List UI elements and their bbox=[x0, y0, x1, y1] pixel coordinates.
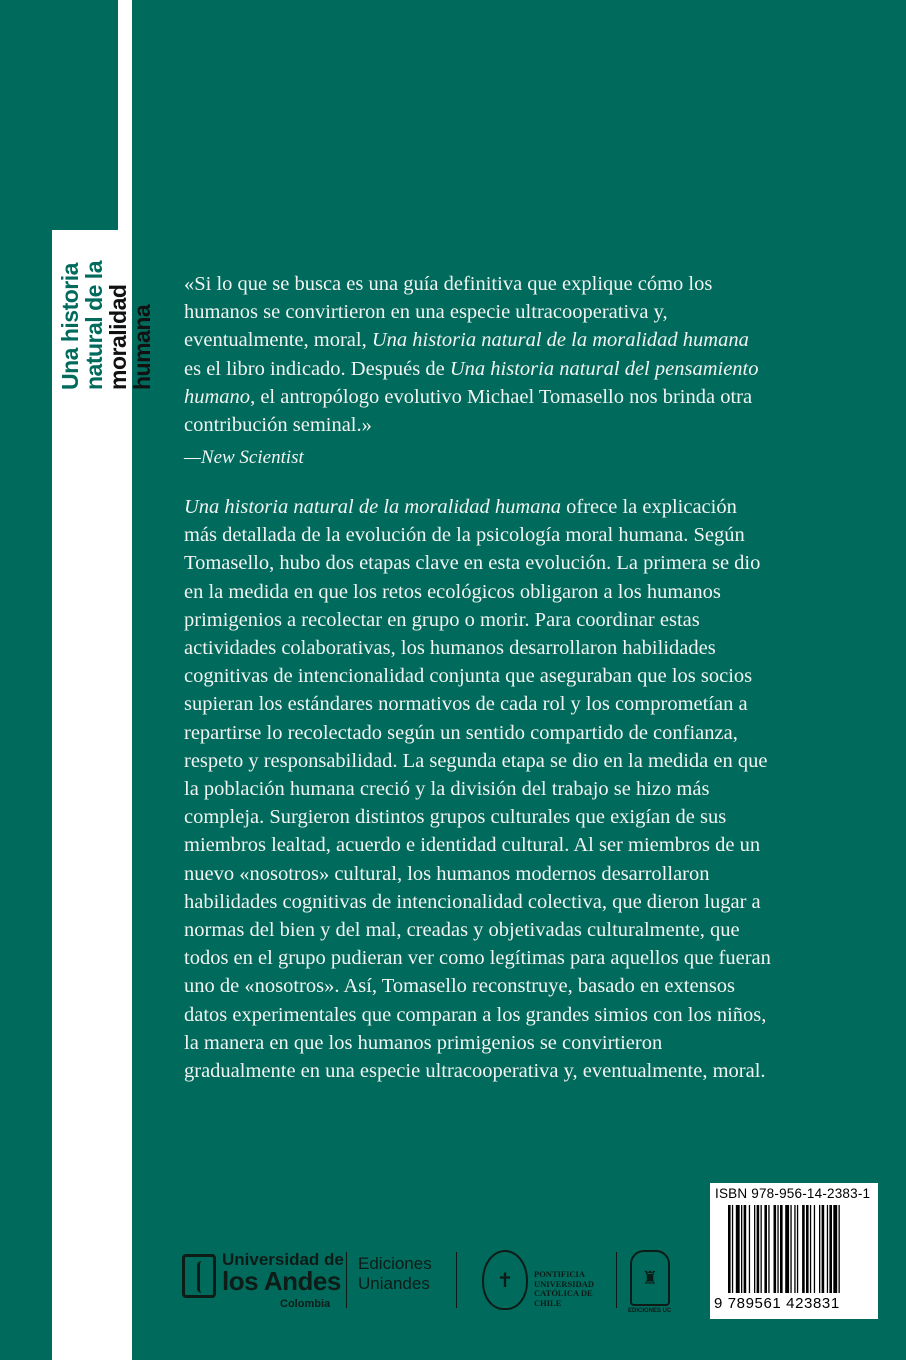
barcode-bar bbox=[764, 1205, 767, 1293]
quote-book-title: Una historia natural de la moralidad humana bbox=[371, 329, 749, 352]
barcode-bar bbox=[810, 1205, 811, 1293]
isbn-digits: 9 789561 423831 bbox=[714, 1295, 840, 1312]
barcode-bar bbox=[839, 1205, 840, 1293]
logo-divider bbox=[456, 1252, 457, 1308]
spine-top-band bbox=[52, 0, 118, 230]
barcode-bar bbox=[802, 1205, 805, 1293]
logo-divider bbox=[616, 1252, 617, 1308]
barcode-bar bbox=[749, 1205, 750, 1293]
barcode-bar bbox=[780, 1205, 783, 1293]
isbn-barcode-box bbox=[710, 1183, 878, 1319]
barcode-bar bbox=[761, 1205, 762, 1293]
barcode-bar bbox=[785, 1205, 789, 1293]
uniandes-logo bbox=[180, 1248, 344, 1318]
quote-text-2: es el libro indicado. Después de bbox=[184, 357, 450, 380]
barcode-bar bbox=[728, 1205, 731, 1293]
quote-attribution: —New Scientist bbox=[184, 447, 304, 468]
spine-white-panel bbox=[52, 230, 118, 1360]
barcode-bar bbox=[741, 1205, 742, 1293]
logo-divider bbox=[346, 1252, 347, 1308]
barcode-bar bbox=[768, 1205, 769, 1293]
barcode-bar bbox=[744, 1205, 747, 1293]
andes-line-1: Universidad de bbox=[222, 1250, 344, 1269]
ediciones-uc-badge-icon: ♜ bbox=[630, 1250, 670, 1306]
barcode-bar bbox=[736, 1205, 740, 1293]
barcode-bar bbox=[777, 1205, 778, 1293]
quote-text-1: «Si lo que se busca es una guía definitiva que explique cómo los humanos se convirtieron en una especie ultracooperativa y, eventualmente, moral, bbox=[184, 273, 713, 352]
spine-title bbox=[57, 261, 155, 390]
spine-title-line-2: natural de la bbox=[81, 261, 107, 390]
barcode-bar bbox=[806, 1205, 809, 1293]
description-book-title: Una historia natural de la moralidad humana bbox=[184, 496, 561, 518]
book-description bbox=[184, 493, 774, 1085]
spine-title-line-4: humana bbox=[129, 304, 155, 390]
barcode-bar bbox=[814, 1205, 815, 1293]
barcode-bar bbox=[829, 1205, 832, 1293]
quote-text-3: , el antropólogo evolutivo Michael Tomasello nos brinda otra contribución seminal.» bbox=[184, 385, 753, 437]
ediciones-uniandes-label: Ediciones Uniandes bbox=[358, 1254, 432, 1293]
andes-emblem-icon bbox=[182, 1254, 216, 1298]
barcode-bar bbox=[754, 1205, 755, 1293]
ediciones-uc-caption: EDICIONES UC bbox=[628, 1308, 672, 1314]
ediciones-uniandes bbox=[358, 1254, 432, 1294]
spine-title-line-1: Una historia bbox=[57, 263, 83, 390]
puc-name-label: PONTIFICIA UNIVERSIDAD CATÓLICA DE CHILE bbox=[534, 1269, 594, 1308]
barcode-bar bbox=[827, 1205, 828, 1293]
publisher-logos bbox=[180, 1248, 680, 1328]
puc-seal-icon: ✝ bbox=[482, 1250, 528, 1310]
spine-white-stripe bbox=[118, 0, 132, 1360]
description-text: ofrece la explicación más detallada de la evolución de la psicología moral humana. Según Tomasello, hubo dos etapas clave en esta evolución. La primera se dio en la medida en que los retos ecológicos obligaron a los humanos primigenios a recolectar en grupo o morir. Para coordinar estas actividades colaborativas, los humanos desarrollaron habilidades cognitivas de intencionalidad conjunta que aseguraban que los socios supieran los estándares normativos de cada rol y los comprometían a repartirse lo recolectado según un sentido compartido de confianza, respeto y responsabilidad. La segunda etapa se dio en la medida en que la población humana creció y la división del trabajo se hizo más compleja. Surgieron distintos grupos culturales que exigían de sus miembros lealtad, acuerdo e identidad cultural. Al ser miembros de un nuevo «nosotros» cultural, los humanos modernos desarrollaron habilidades cognitivas de intencionalidad colectiva, que dieron lugar a normas del bien y del mal, creadas y objetivadas culturalmente, que todos en el grupo pudieran ver como legítimas para aquellos que fueran uno de «nosotros». Así, Tomasello reconstruye, basado en extensos datos experimentales que comparan a los grandes simios con los niños, la manera en que los humanos primigenios se convirtieron gradualmente en una especie ultracooperativa y, eventualmente, moral. bbox=[184, 496, 771, 1083]
isbn-label: ISBN 978-956-14-2383-1 bbox=[715, 1186, 871, 1201]
barcode-bar bbox=[822, 1205, 825, 1293]
barcode-bar bbox=[774, 1205, 777, 1293]
barcode-bar bbox=[833, 1205, 837, 1293]
barcode-bar bbox=[794, 1205, 795, 1293]
puc-name bbox=[534, 1270, 598, 1308]
spine-title-line-3: moralidad bbox=[105, 284, 131, 390]
andes-line-3: Colombia bbox=[280, 1298, 331, 1310]
barcode-icon bbox=[728, 1205, 873, 1293]
review-quote bbox=[184, 270, 764, 439]
barcode-bar bbox=[790, 1205, 791, 1293]
quote-other-book-title: Una historia natural del pensamiento humano bbox=[184, 357, 759, 408]
andes-line-2: los Andes bbox=[222, 1266, 341, 1296]
barcode-bar bbox=[757, 1205, 760, 1293]
barcode-bar bbox=[797, 1205, 798, 1293]
barcode-bar bbox=[732, 1205, 733, 1293]
barcode-bar bbox=[819, 1205, 820, 1293]
